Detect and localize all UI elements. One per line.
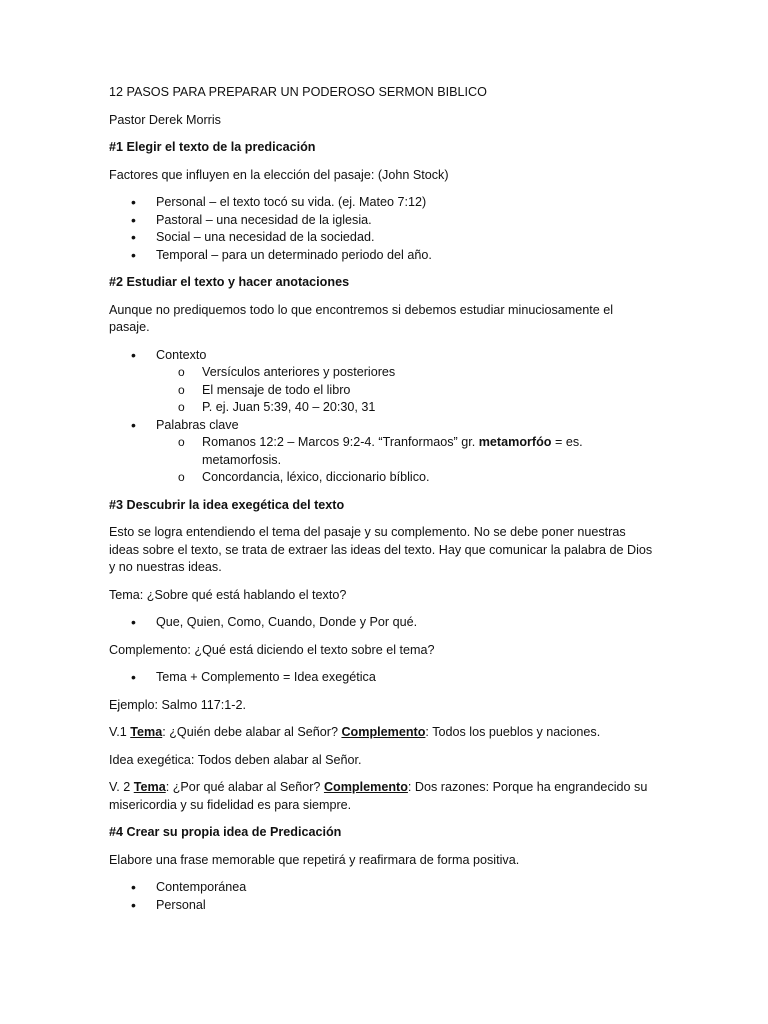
sublist-item: o El mensaje de todo el libro: [156, 382, 654, 400]
contexto-label: Contexto: [156, 347, 207, 362]
document-page: [109, 84, 654, 924]
list-item: • Personal: [109, 897, 654, 915]
list-item: • Temporal – para un determinado periodo del año.: [109, 247, 654, 265]
step1-heading: #1 Elegir el texto de la predicación: [109, 140, 316, 154]
step4-heading: #4 Crear su propia idea de Predicación: [109, 825, 342, 839]
complemento-text: : Todos los pueblos y naciones.: [425, 725, 601, 739]
step3-heading: #3 Descubrir la idea exegética del texto: [109, 497, 345, 512]
tema-list: [109, 614, 654, 632]
list-item-palabras-clave: [109, 417, 654, 487]
sub-text: = es. metamorfosis.: [202, 435, 583, 467]
palabras-label: Palabras clave: [156, 417, 239, 432]
tema-label: Tema: [130, 725, 163, 739]
sublist-item: o Versículos anteriores y posteriores: [156, 364, 654, 382]
step2-heading: #2 Estudiar el texto y hacer anotaciones: [109, 275, 350, 289]
author-line: Pastor Derek Morris: [109, 112, 221, 127]
step2-intro: Aunque no prediquemos todo lo que encontremos si debemos estudiar minuciosamente el pasaje.: [109, 302, 614, 334]
list-item: • Pastoral – una necesidad de la iglesia.: [109, 212, 654, 230]
verse1-line: [109, 724, 654, 742]
idea-exegetica-line: Idea exegética: Todos deben alabar al Señor.: [109, 752, 362, 767]
tema-question: Tema: ¿Sobre qué está hablando el texto?: [109, 587, 347, 602]
complemento-question: Complemento: ¿Qué está diciendo el texto sobre el tema?: [109, 642, 435, 657]
document-title: 12 PASOS PARA PREPARAR UN PODEROSO SERMON BIBLICO: [109, 85, 487, 99]
list-item: • Personal – el texto tocó su vida. (ej. Mateo 7:12): [109, 194, 654, 212]
list-item: • Social – una necesidad de la sociedad.: [109, 229, 654, 247]
verse2-line: [109, 779, 654, 814]
step2-list: [109, 347, 654, 487]
step4-list: [109, 879, 654, 914]
step1-list: [109, 194, 654, 264]
complemento-label: Complemento: [323, 780, 408, 794]
contexto-sublist: [156, 364, 654, 417]
list-item: • Que, Quien, Como, Cuando, Donde y Por qué.: [109, 614, 654, 632]
list-item: • Tema + Complemento = Idea exegética: [109, 669, 654, 687]
complemento-text: : Dos razones: Porque ha engrandecido su misericordia y su fidelidad es para siempre.: [109, 780, 648, 812]
verse-prefix: V. 2: [109, 780, 134, 794]
sublist-item: o P. ej. Juan 5:39, 40 – 20:30, 31: [156, 399, 654, 417]
step4-intro: Elabore una frase memorable que repetirá y reafirmara de forma positiva.: [109, 852, 520, 867]
verse-prefix: V.1: [109, 725, 131, 739]
complemento-label: Complemento: [341, 725, 426, 739]
ejemplo-line: Ejemplo: Salmo 117:1-2.: [109, 697, 246, 712]
step3-intro: Esto se logra entendiendo el tema del pasaje y su complemento. No se debe poner nuestras ideas sobre el texto, se trata de extraer las ideas del texto. Hay que comunicar la palabra de Dios y no nuestras ideas.: [109, 525, 653, 574]
complemento-list: [109, 669, 654, 687]
tema-text: : ¿Quién debe alabar al Señor?: [162, 725, 342, 739]
tema-text: : ¿Por qué alabar al Señor?: [165, 780, 324, 794]
list-item-contexto: [109, 347, 654, 417]
tema-label: Tema: [133, 780, 166, 794]
sublist-item: o Concordancia, léxico, diccionario bíblico.: [156, 469, 654, 487]
step1-intro: Factores que influyen en la elección del pasaje: (John Stock): [109, 167, 449, 182]
sublist-item: [156, 434, 654, 469]
palabras-sublist: [156, 434, 654, 487]
sub-text: Romanos 12:2 – Marcos 9:2-4. “Tranformaos” gr.: [202, 435, 479, 449]
greek-term: metamorfóo: [478, 435, 552, 449]
list-item: • Contemporánea: [109, 879, 654, 897]
